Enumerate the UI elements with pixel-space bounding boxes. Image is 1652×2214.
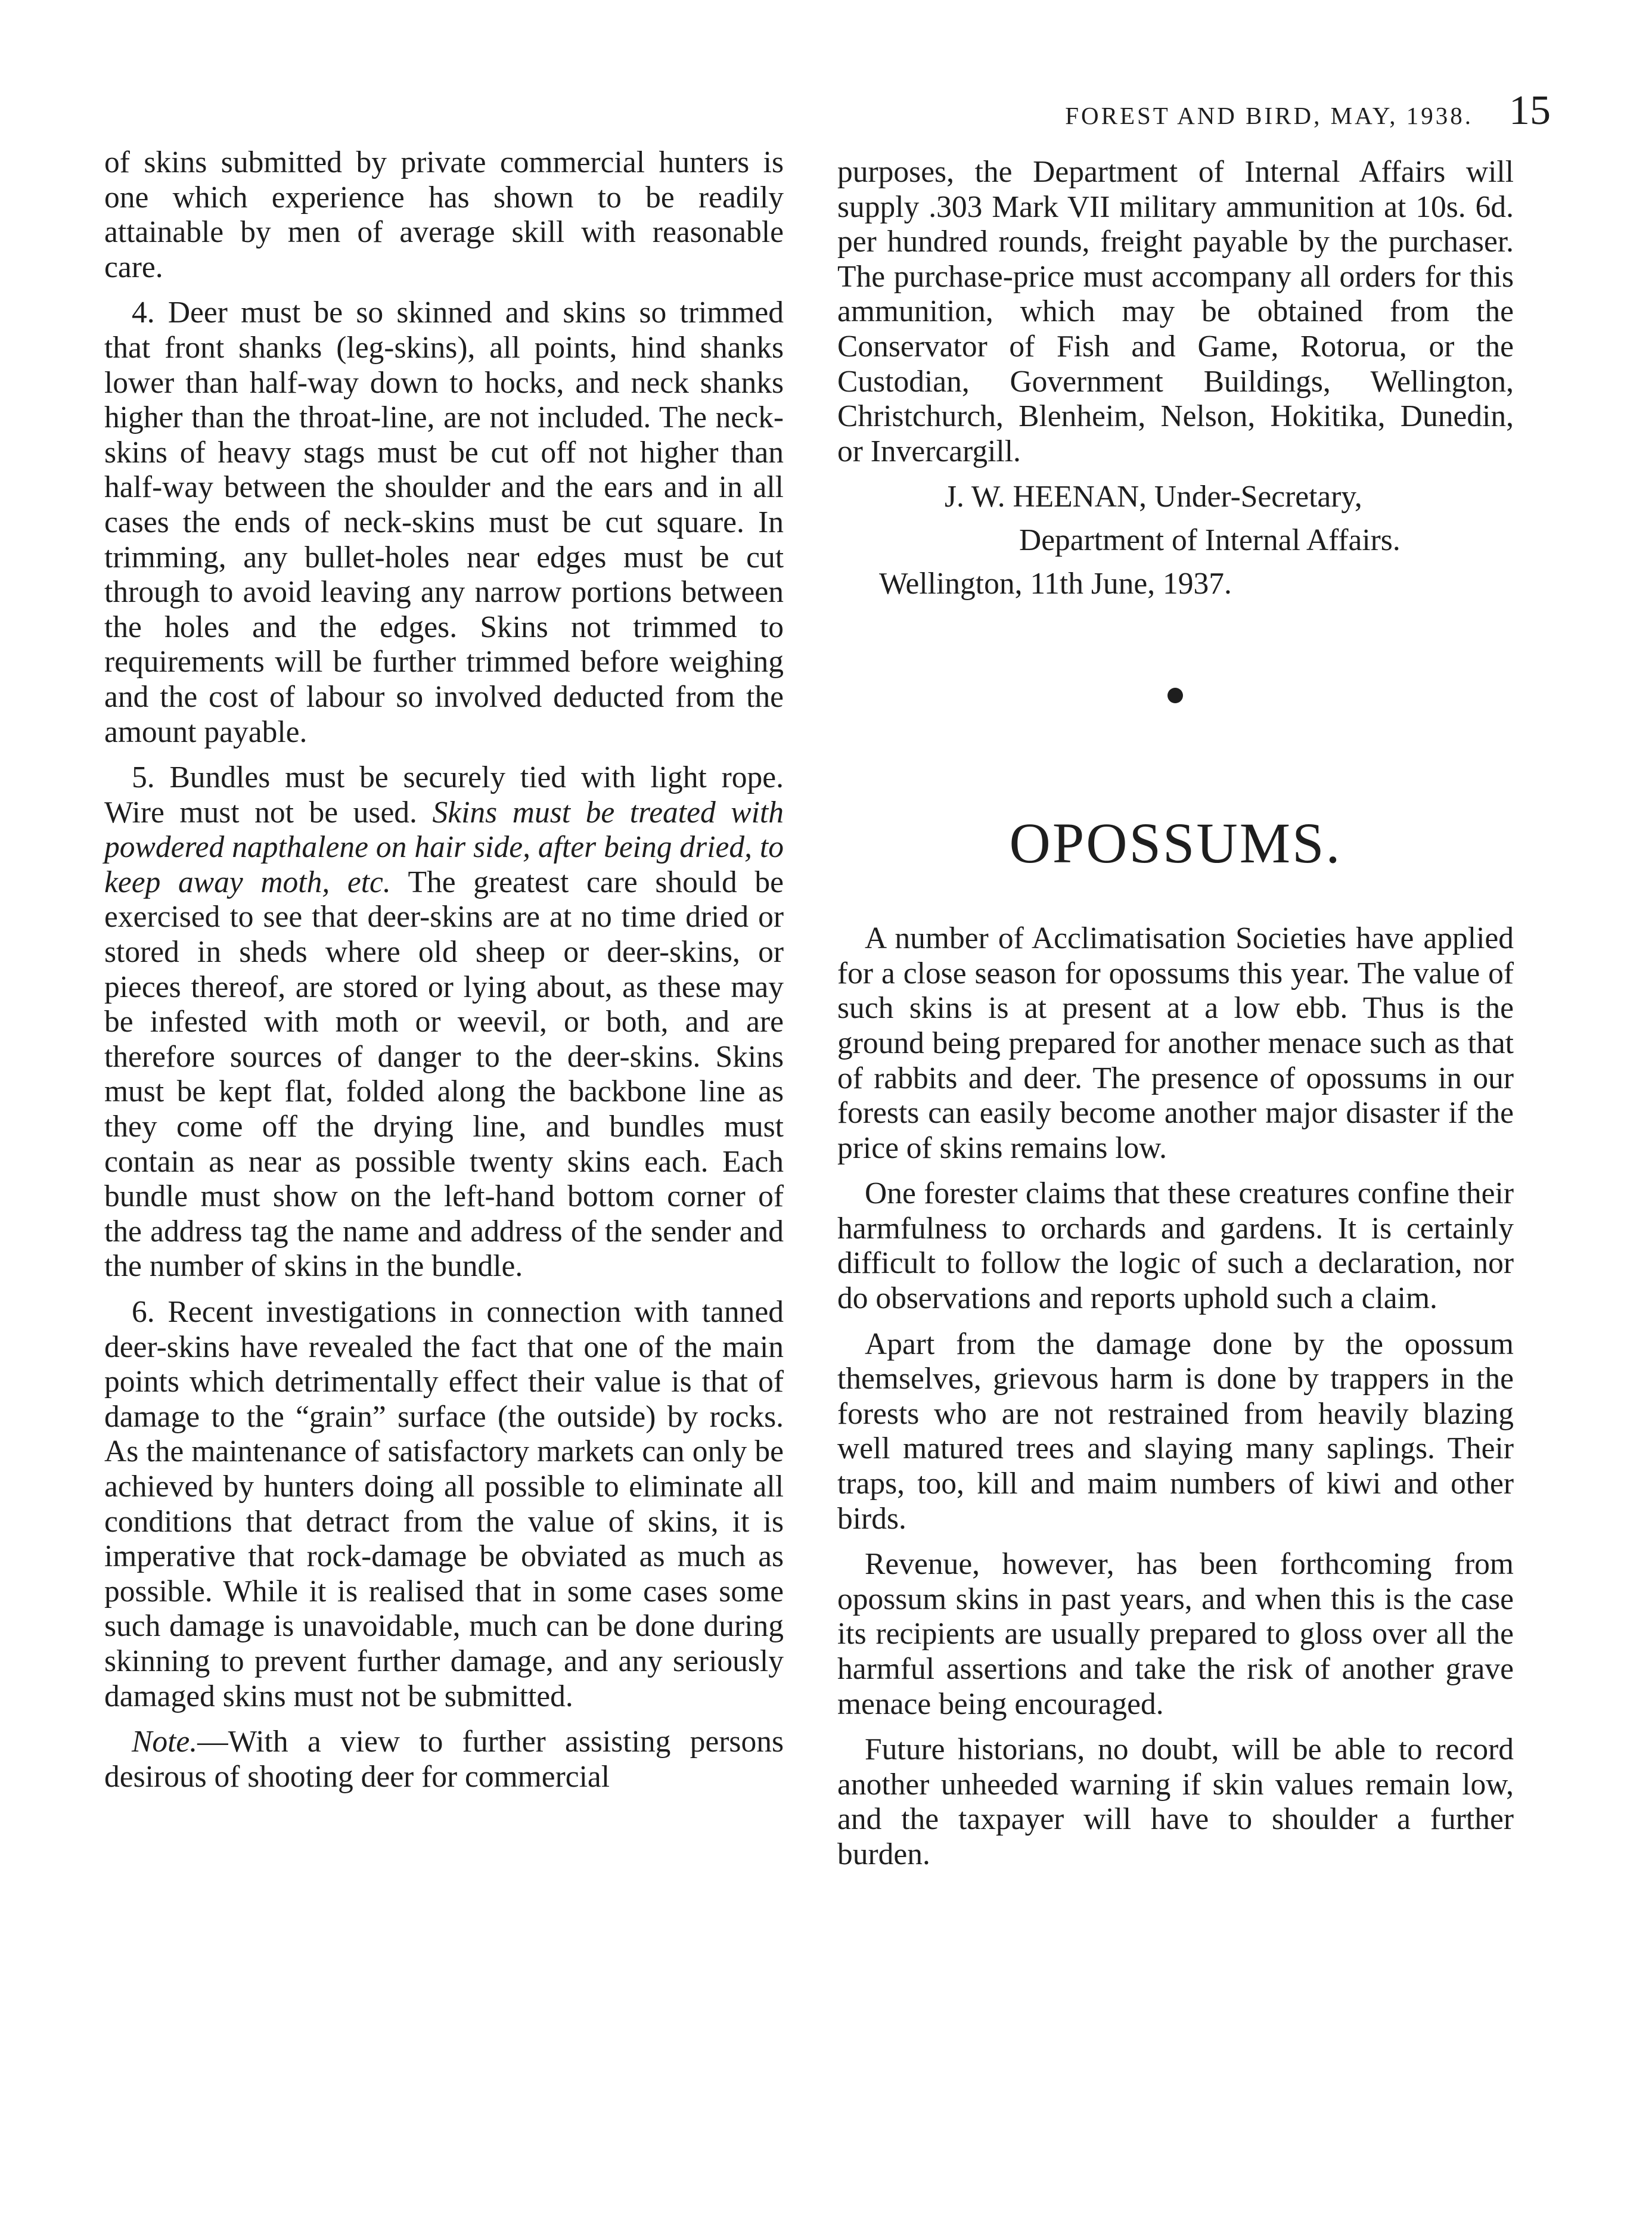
article-paragraph-4: Revenue, however, has been forthcoming from opossum skins in past years, and when this is the case its recipients are usually prepared to gloss over all the harmful assertions and take the risk of another grave menace being encouraged. bbox=[837, 1547, 1514, 1721]
article-paragraph-5: Future historians, no doubt, will be able to record another unheeded warning if skin values remain low, and the taxpayer will have to shoulder a further burden. bbox=[837, 1732, 1514, 1871]
article-paragraph-2: One forester claims that these creatures confine their harmfulness to orchards and gardens. It is certainly difficult to follow the logic of such a declaration, nor do observations and reports uphold such a claim. bbox=[837, 1176, 1514, 1316]
publication-title: FOREST AND BIRD, MAY, 1938. bbox=[1065, 102, 1473, 129]
signature-department: Department of Internal Affairs. bbox=[1019, 523, 1401, 557]
note-text: —With a view to further assisting persons desirous of shooting deer for commercial bbox=[104, 1725, 784, 1794]
note-label: Note. bbox=[132, 1725, 198, 1759]
paragraph-item-6: 6. Recent investigations in connection with tanned deer-skins have revealed the fact that one of the main points which detrimentally effect their value is that of damage to the “grain” surface (the outside) by rocks. As the maintenance of satisfactory markets can only be achieved by hunters doing all possible to eliminate all conditions that detract from the value of skins, it is imperative that rock-damage be obviated as much as possible. While it is realised that in some cases some such damage is unavoidable, much can be done during skinning to prevent further damage, and any seriously damaged skins must not be submitted. bbox=[104, 1295, 784, 1713]
item-5-italic-instruction: Skins must be treated with powdered napthalene on hair side, after being dried, to keep away moth, etc. bbox=[104, 795, 784, 899]
left-column bbox=[104, 145, 784, 1805]
paragraph-note bbox=[104, 1725, 784, 1794]
article-paragraph-1: A number of Acclimatisation Societies have applied for a close season for opossums this year. The value of such skins is at present at a low ebb. Thus is the ground being prepared for another menace such as that of rabbits and deer. The presence of opossums in our forests can easily become another major disaster if the price of skins remains low. bbox=[837, 921, 1514, 1165]
article-title: OPOSSUMS. bbox=[1009, 811, 1342, 875]
signature-date: Wellington, 11th June, 1937. bbox=[879, 566, 1232, 601]
signature-name: J. W. HEENAN, Under-Secretary, bbox=[945, 480, 1362, 514]
item-5-text-end: The greatest care should be exercised to see that deer-skins are at no time dried or stored in sheds where old sheep or deer-skins, or pieces thereof, are stored or lying about, as these may be infested with moth or weevil, or both, and are therefore sources of danger to the deer-skins. Skins must be kept flat, folded along the backbone line as they come off the drying line, and bundles must contain as near as possible twenty skins each. Each bundle must show on the left-hand bottom corner of the address tag the name and address of the sender and the number of skins in the bundle. bbox=[104, 865, 784, 1284]
page-number: 15 bbox=[1509, 88, 1551, 133]
paragraph-item-5 bbox=[104, 760, 784, 1284]
item-5-text-start: 5. Bundles must be securely tied with light rope. Wire must not be used. bbox=[104, 760, 784, 830]
right-column bbox=[837, 155, 1514, 1883]
bullet-separator bbox=[1167, 688, 1183, 703]
paragraph-item-4: 4. Deer must be so skinned and skins so trimmed that front shanks (leg-skins), all points, hind shanks lower than half-way down to hocks, and neck shanks higher than the throat-line, are not included. The neck-skins of heavy stags must be cut off not higher than half-way between the shoulder and the ears and in all cases the ends of neck-skins must be cut square. In trimming, any bullet-holes near edges must be cut through to avoid leaving any narrow portions between the holes and the edges. Skins not trimmed to requirements will be further trimmed before weighing and the cost of labour so involved deducted from the amount payable. bbox=[104, 296, 784, 749]
paragraph-continued: of skins submitted by private commercial hunters is one which experience has shown to be readily attainable by men of average skill with reasonable care. bbox=[104, 145, 784, 284]
paragraph-ammunition: purposes, the Department of Internal Affairs will supply .303 Mark VII military ammunition at 10s. 6d. per hundred rounds, freight payable by the purchaser. The purchase-price must accompany all orders for this ammunition, which may be obtained from the Conservator of Fish and Game, Rotorua, or the Custodian, Government Buildings, Wellington, Christchurch, Blenheim, Nelson, Hokitika, Dunedin, or Invercargill. bbox=[837, 155, 1514, 468]
running-header bbox=[1065, 87, 1551, 135]
article-paragraph-3: Apart from the damage done by the opossum themselves, grievous harm is done by trappers in the forests who are not restrained from heavily blazing well matured trees and slaying many saplings. Their traps, too, kill and maim numbers of kiwi and other birds. bbox=[837, 1327, 1514, 1536]
